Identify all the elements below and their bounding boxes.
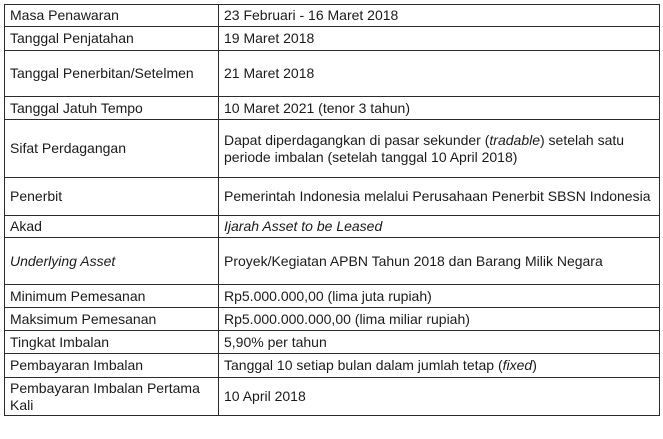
value-italic-text: tradable xyxy=(489,131,540,148)
table-row xyxy=(5,216,660,238)
row-value: 5,90% per tahun xyxy=(219,331,660,354)
row-value: 10 April 2018 xyxy=(219,378,660,416)
row-label: Tanggal Penerbitan/Setelmen xyxy=(5,51,219,97)
bond-terms-table xyxy=(4,4,660,416)
table-row xyxy=(5,51,660,97)
table-row xyxy=(5,378,660,416)
table-row xyxy=(5,285,660,308)
table-row xyxy=(5,308,660,331)
row-value xyxy=(219,354,660,378)
row-value: 19 Maret 2018 xyxy=(219,27,660,51)
value-italic-text: fixed xyxy=(502,357,533,373)
row-label: Underlying Asset xyxy=(5,238,219,285)
row-value: Rp5.000.000.000,00 (lima miliar rupiah) xyxy=(219,308,660,331)
row-value: 21 Maret 2018 xyxy=(219,51,660,97)
row-label: Tanggal Jatuh Tempo xyxy=(5,97,219,120)
row-label: Maksimum Pemesanan xyxy=(5,308,219,331)
row-value: Ijarah Asset to be Leased xyxy=(219,216,660,238)
row-value: 23 Februari - 16 Maret 2018 xyxy=(219,5,660,27)
table-row xyxy=(5,238,660,285)
row-value: Rp5.000.000,00 (lima juta rupiah) xyxy=(219,285,660,308)
value-text: Tanggal 10 setiap bulan dalam jumlah tetap ( xyxy=(224,357,503,373)
row-label: Masa Penawaran xyxy=(5,5,219,27)
table-row xyxy=(5,5,660,27)
row-value: Proyek/Kegiatan APBN Tahun 2018 dan Barang Milik Negara xyxy=(219,238,660,285)
row-label: Pembayaran Imbalan xyxy=(5,354,219,378)
table-row xyxy=(5,27,660,51)
value-text: ) xyxy=(532,357,537,373)
row-label: Sifat Perdagangan xyxy=(5,120,219,178)
row-value xyxy=(219,120,660,178)
value-text: ) setelah satu periode imbalan (setelah tanggal 10 April 2018) xyxy=(224,131,625,165)
row-label: Minimum Pemesanan xyxy=(5,285,219,308)
row-value: Pemerintah Indonesia melalui Perusahaan Penerbit SBSN Indonesia xyxy=(219,178,660,216)
table-row xyxy=(5,97,660,120)
table-row xyxy=(5,120,660,178)
table-row xyxy=(5,178,660,216)
row-label: Tanggal Penjatahan xyxy=(5,27,219,51)
row-value: 10 Maret 2021 (tenor 3 tahun) xyxy=(219,97,660,120)
row-label: Pembayaran Imbalan Pertama Kali xyxy=(5,378,219,416)
row-label: Tingkat Imbalan xyxy=(5,331,219,354)
table-row xyxy=(5,354,660,378)
row-label: Penerbit xyxy=(5,178,219,216)
row-label: Akad xyxy=(5,216,219,238)
table-row xyxy=(5,331,660,354)
value-text: Dapat diperdagangkan di pasar sekunder ( xyxy=(224,131,490,148)
